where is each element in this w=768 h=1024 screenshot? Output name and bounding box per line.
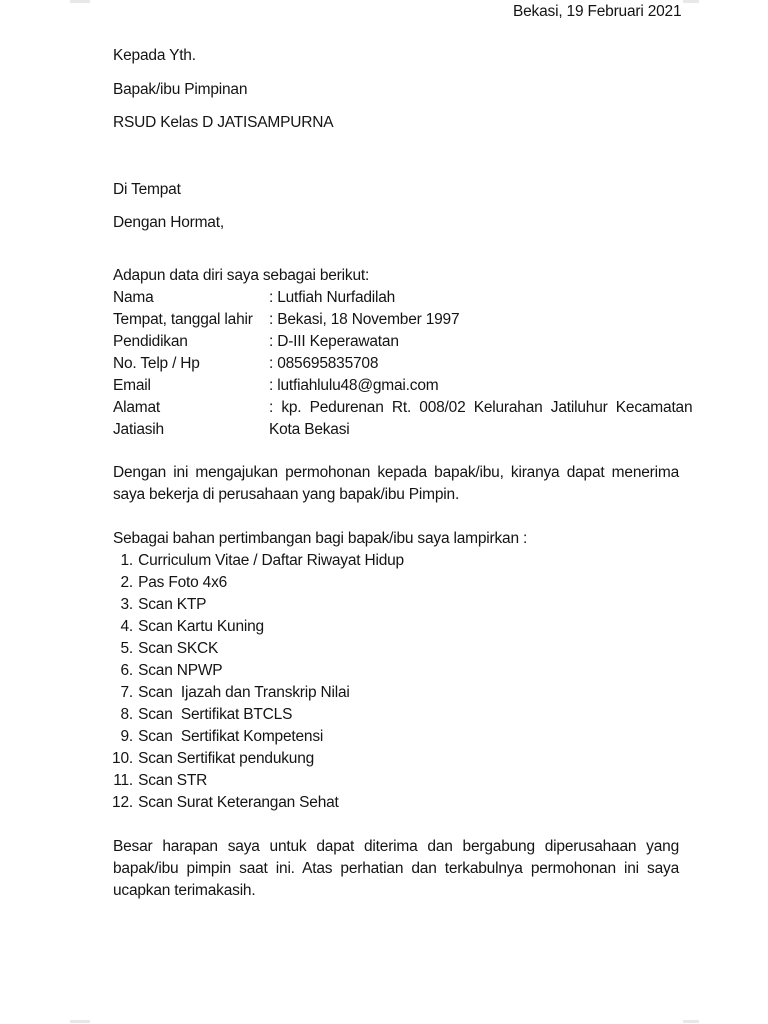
- list-item: [104, 727, 664, 749]
- data-value: : 085695835708: [269, 355, 379, 372]
- list-item: [104, 705, 664, 727]
- list-item: [104, 595, 664, 617]
- paragraph-line: ucapkan terimakasih.: [113, 882, 256, 899]
- list-number: 11.: [113, 772, 133, 789]
- scan-edge-mark: [70, 1020, 90, 1023]
- data-value: : lutfiahlulu48@gmai.com: [269, 377, 439, 394]
- list-text: Scan Surat Keterangan Sehat: [138, 794, 339, 811]
- list-item: [104, 573, 664, 595]
- letter-date: Bekasi, 19 Februari 2021: [513, 3, 682, 20]
- list-number: 8.: [120, 706, 133, 723]
- data-label: Pendidikan: [113, 333, 188, 350]
- list-text: Scan Sertifikat BTCLS: [138, 706, 293, 723]
- paragraph-line: Dengan ini mengajukan permohonan kepada bapak/ibu, kiranya dapat menerima: [113, 464, 679, 481]
- attachments-list: [104, 551, 664, 815]
- list-number: 3.: [120, 596, 133, 613]
- data-value: : Bekasi, 18 November 1997: [269, 311, 460, 328]
- data-label: Email: [113, 377, 151, 394]
- list-number: 1.: [120, 552, 133, 569]
- greeting: Dengan Hormat,: [113, 214, 224, 231]
- list-text: Scan Kartu Kuning: [138, 618, 264, 635]
- list-item: [104, 771, 664, 793]
- list-number: 9.: [120, 728, 133, 745]
- paragraph-line: Besar harapan saya untuk dapat diterima dan bergabung diperusahaan yang: [113, 838, 679, 855]
- list-item: [104, 793, 664, 815]
- list-number: 5.: [120, 640, 133, 657]
- list-item: [104, 661, 664, 683]
- data-value: : Lutfiah Nurfadilah: [269, 289, 396, 306]
- data-row-education: [113, 332, 679, 354]
- list-text: Scan Sertifikat Kompetensi: [138, 728, 324, 745]
- data-row-email: [113, 376, 679, 398]
- list-number: 4.: [120, 618, 133, 635]
- paragraph-line: bapak/ibu pimpin saat ini. Atas perhatian dan terkabulnya permohonan ini saya: [113, 860, 679, 877]
- recipient-line-1: Kepada Yth.: [113, 47, 196, 64]
- place-line: Di Tempat: [113, 181, 181, 198]
- list-text: Pas Foto 4x6: [138, 574, 228, 591]
- data-row-address-cont: [113, 420, 679, 442]
- closing-paragraph: [113, 836, 679, 902]
- list-item: [104, 617, 664, 639]
- data-value: Kota Bekasi: [269, 421, 350, 438]
- recipient-line-3: RSUD Kelas D JATISAMPURNA: [113, 114, 334, 131]
- list-item: [104, 683, 664, 705]
- list-number: 2.: [120, 574, 133, 591]
- data-value: : kp. Pedurenan Rt. 008/02 Kelurahan Jatiluhur Kecamatan: [269, 399, 693, 416]
- list-number: 7.: [120, 684, 133, 701]
- list-text: Scan SKCK: [138, 640, 219, 657]
- intro-line: Adapun data diri saya sebagai berikut:: [113, 267, 370, 284]
- list-item: [104, 639, 664, 661]
- list-item: [104, 749, 664, 771]
- data-label: No. Telp / Hp: [113, 355, 200, 372]
- recipient-line-2: Bapak/ibu Pimpinan: [113, 81, 248, 98]
- list-text: Scan STR: [138, 772, 208, 789]
- list-number: 10.: [112, 750, 133, 767]
- data-row-birth: [113, 310, 679, 332]
- list-text: Curriculum Vitae / Daftar Riwayat Hidup: [138, 552, 404, 569]
- list-text: Scan Ijazah dan Transkrip Nilai: [138, 684, 350, 701]
- list-text: Scan Sertifikat pendukung: [138, 750, 315, 767]
- scan-edge-mark: [683, 1020, 699, 1023]
- data-label: Nama: [113, 289, 154, 306]
- scan-edge-mark: [70, 0, 90, 3]
- data-label: Alamat: [113, 399, 161, 416]
- list-number: 6.: [120, 662, 133, 679]
- data-row-name: [113, 288, 679, 310]
- list-text: Scan NPWP: [138, 662, 223, 679]
- data-value: : D-III Keperawatan: [269, 333, 399, 350]
- data-label: Tempat, tanggal lahir: [113, 311, 253, 328]
- paragraph-line: saya bekerja di perusahaan yang bapak/ibu Pimpin.: [113, 486, 460, 503]
- list-item: [104, 551, 664, 573]
- scan-edge-mark: [683, 0, 699, 3]
- data-row-address: [113, 398, 693, 420]
- list-text: Scan KTP: [138, 596, 207, 613]
- data-label: Jatiasih: [113, 421, 164, 438]
- list-number: 12.: [112, 794, 133, 811]
- personal-data-table: [113, 288, 693, 442]
- request-paragraph: [113, 462, 679, 506]
- data-row-phone: [113, 354, 679, 376]
- attachments-intro: Sebagai bahan pertimbangan bagi bapak/ibu saya lampirkan :: [113, 530, 528, 547]
